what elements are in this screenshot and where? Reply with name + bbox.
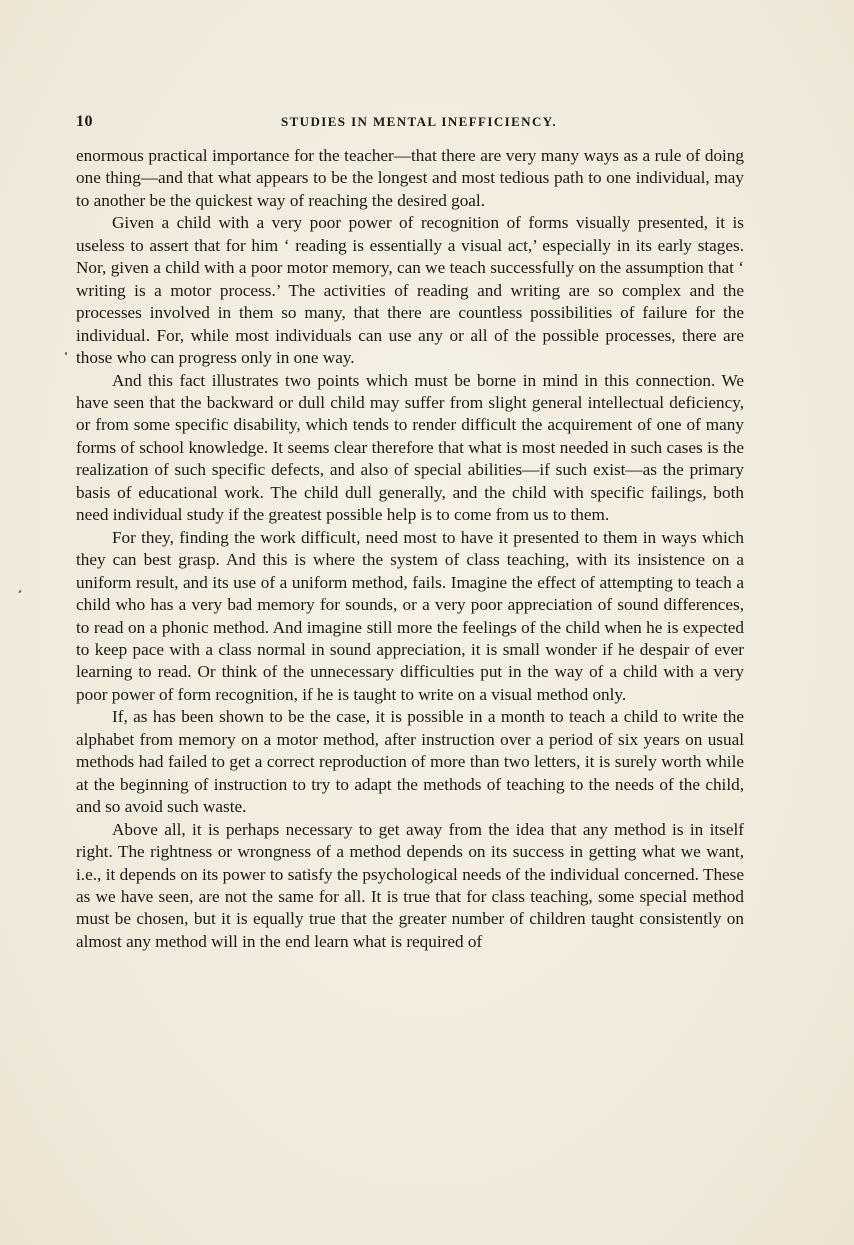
- body-text: [76, 145, 744, 953]
- paragraph: And this fact illustrates two points which must be borne in mind in this connection. We have seen that the backward or dull child may suffer from slight general intellectual deficiency, or from some specific disability, which tends to render difficult the acquirement of one of many forms of school knowledge. It seems clear therefore that what is most needed in such cases is the realization of such specific defects, and also of special abilities—if such exist—as the primary basis of educational work. The child dull generally, and the child with specific failings, both need individual study if the greatest possible help is to come from us to them.: [76, 370, 744, 525]
- paragraph: Given a child with a very poor power of recognition of forms visually presented, it is useless to assert that for him ‘ reading is essentially a visual act,’ especially in its early stages. Nor, given a child with a poor motor memory, can we teach successfully on the assumption that ‘ writing is a motor process.’ The activities of reading and writing are so complex and the processes involved in them so many, that there are countless possibilities of failure for the individual. For, while most individuals can use any or all of the possible processes, there are those who can progress only in one way.: [76, 213, 744, 368]
- paragraph: For they, finding the work difficult, need most to have it presented to them in ways which they can best grasp. And this is where the system of class teaching, with its insistence on a uniform result, and its use of a uniform method, fails. Imagine the effect of attempting to teach a child who has a very bad memory for sounds, or a very poor appreciation of sound differences, to read on a phonic method. And imagine still more the feelings of the child when he is expected to keep pace with a class normal in sound appreciation, it is small wonder if he despair of ever learning to read. Or think of the unnecessary difficulties put in the way of a child with a very poor power of form recognition, if he is taught to write on a visual method only.: [76, 527, 744, 704]
- running-head: STUDIES IN MENTAL INEFFICIENCY.: [280, 114, 557, 129]
- page-header: [76, 113, 744, 135]
- page-number: 10: [76, 113, 93, 130]
- paragraph-continued: enormous practical importance for the teacher—that there are very many ways as a rule of doing one thing—and that what appears to be the longest and most tedious path to one individual, may to another be the quickest way of reaching the desired goal.: [76, 146, 744, 210]
- paragraph: Above all, it is perhaps necessary to get away from the idea that any method is in itself right. The rightness or wrongness of a method depends on its success in getting what we want, i.e., it depends on its power to satisfy the psychological needs of the individual concerned. These as we have seen, are not the same for all. It is true that for class teaching, some special method must be chosen, but it is equally true that the greater number of children taught consistently on almost any method will in the end learn what is required of: [76, 819, 744, 951]
- paragraph: If, as has been shown to be the case, it is possible in a month to teach a child to write the alphabet from memory on a motor method, after instruction over a period of six years on usual methods had failed to get a correct reproduction of more than two letters, it is surely worth while at the beginning of instruction to try to adapt the methods of teaching to the needs of the child, and so avoid such waste.: [76, 707, 744, 817]
- margin-speck: [18, 590, 21, 594]
- margin-speck: [65, 352, 67, 355]
